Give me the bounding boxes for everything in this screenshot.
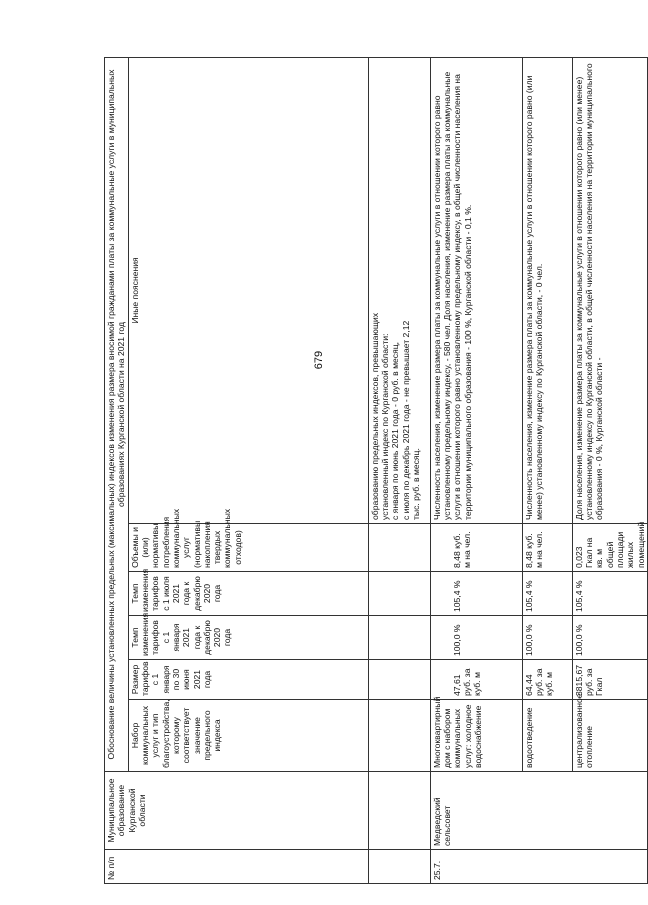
continuation-text [368, 57, 430, 523]
rate-jan-cell: 100,0 % [572, 616, 647, 660]
entry-municipality: Медведский сельсовет [430, 772, 647, 850]
text-line: с января по июнь 2021 года - 0 руб. в месяц, [390, 341, 401, 520]
volume-cell: 8,48 куб. м на чел. [430, 524, 522, 572]
rate-jul-cell: 105,4 % [522, 572, 572, 616]
header-municipality: Муниципальное образование Курганской области [105, 772, 369, 850]
text-line: образованию предельных индексов, превышающих [369, 313, 380, 520]
text-line: с июля по декабрь 2021 года - не превышает 2,12 [400, 320, 411, 520]
tariff-cell: 64,44 руб. за куб. м [522, 660, 572, 700]
tariff-index-table [104, 57, 648, 884]
table-row [572, 57, 647, 883]
tariff-cell: 3815,67 руб. за Гкал [572, 660, 647, 700]
header-services: Набор коммунальных услуг и тип благоустройства, которому соответствует значение предельного индекса [128, 700, 368, 772]
text-line: тыс. руб. в месяц. [410, 448, 421, 520]
page-number: 679 [313, 350, 325, 370]
header-rate-jul: Темп изменения тарифов с 1 июля 2021 года к декабрю 2020 года [128, 572, 368, 616]
rate-jul-cell: 105,4 % [572, 572, 647, 616]
rate-jan-cell: 100,0 % [522, 616, 572, 660]
header-num: № п/п [105, 850, 369, 884]
header-other: Иные пояснения [128, 57, 368, 523]
volume-cell: 0,023 Гкал на кв. м общей площади жилых помещений [572, 524, 647, 572]
rate-jul-cell: 105,4 % [430, 572, 522, 616]
header-row-1 [105, 57, 129, 883]
text-line: установленный индекс по Курганской области: [379, 333, 390, 520]
rotated-table-container [104, 58, 646, 884]
continuation-row [368, 57, 430, 883]
service-cell: Многоквартирный дом с набором коммунальных услуг: холодное водоснабжение [430, 700, 522, 772]
other-cell: Доля населения, изменение размера платы за коммунальные услуги в отношении которого равно (или менее) установленному индексу по Курганской области, в общей численности населения на территории муниципального образования - 0 %, Курганской области - [572, 57, 647, 523]
rate-jan-cell: 100,0 % [430, 616, 522, 660]
header-row-2 [128, 57, 368, 883]
header-tariff-size: Размер тарифов с 1 января по 30 июня 2021 года [128, 660, 368, 700]
table-row [522, 57, 572, 883]
other-cell: Численность населения, изменение размера платы за коммунальные услуги в отношении которого равно (или менее) установленному индексу по Курганской области, - 0 чел. [522, 57, 572, 523]
tariff-cell: 47,61 руб. за куб. м [430, 660, 522, 700]
service-cell: водоотведение [522, 700, 572, 772]
table-row [430, 57, 522, 883]
other-cell: Численность населения, изменение размера платы за коммунальные услуги в отношении которого равно установленному предельному индексу, - 580 чел. Доля населения, изменение размера платы за коммунальные услуги в отношении которого равно установленному предельному индексу, в общей численности населения на территории муниципального образования - 100 %, Курганской области - 0,1 %. [430, 57, 522, 523]
header-rate-jan: Темп изменения тарифов с 1 января 2021 года к декабрю 2020 года [128, 616, 368, 660]
entry-num: 25.7. [430, 850, 647, 884]
volume-cell: 8,48 куб. м на чел. [522, 524, 572, 572]
service-cell: централизованное отопление [572, 700, 647, 772]
header-justification: Обоснование величины установленных предельных (максимальных) индексов изменения размера вносимой гражданами платы за коммунальные услуги в муниципальных образованиях Курганской области на 2021 год [105, 57, 129, 771]
header-volumes: Объемы и (или) нормативы потребления коммунальных услуг (нормативы накопления твердых коммунальных отходов) [128, 524, 368, 572]
